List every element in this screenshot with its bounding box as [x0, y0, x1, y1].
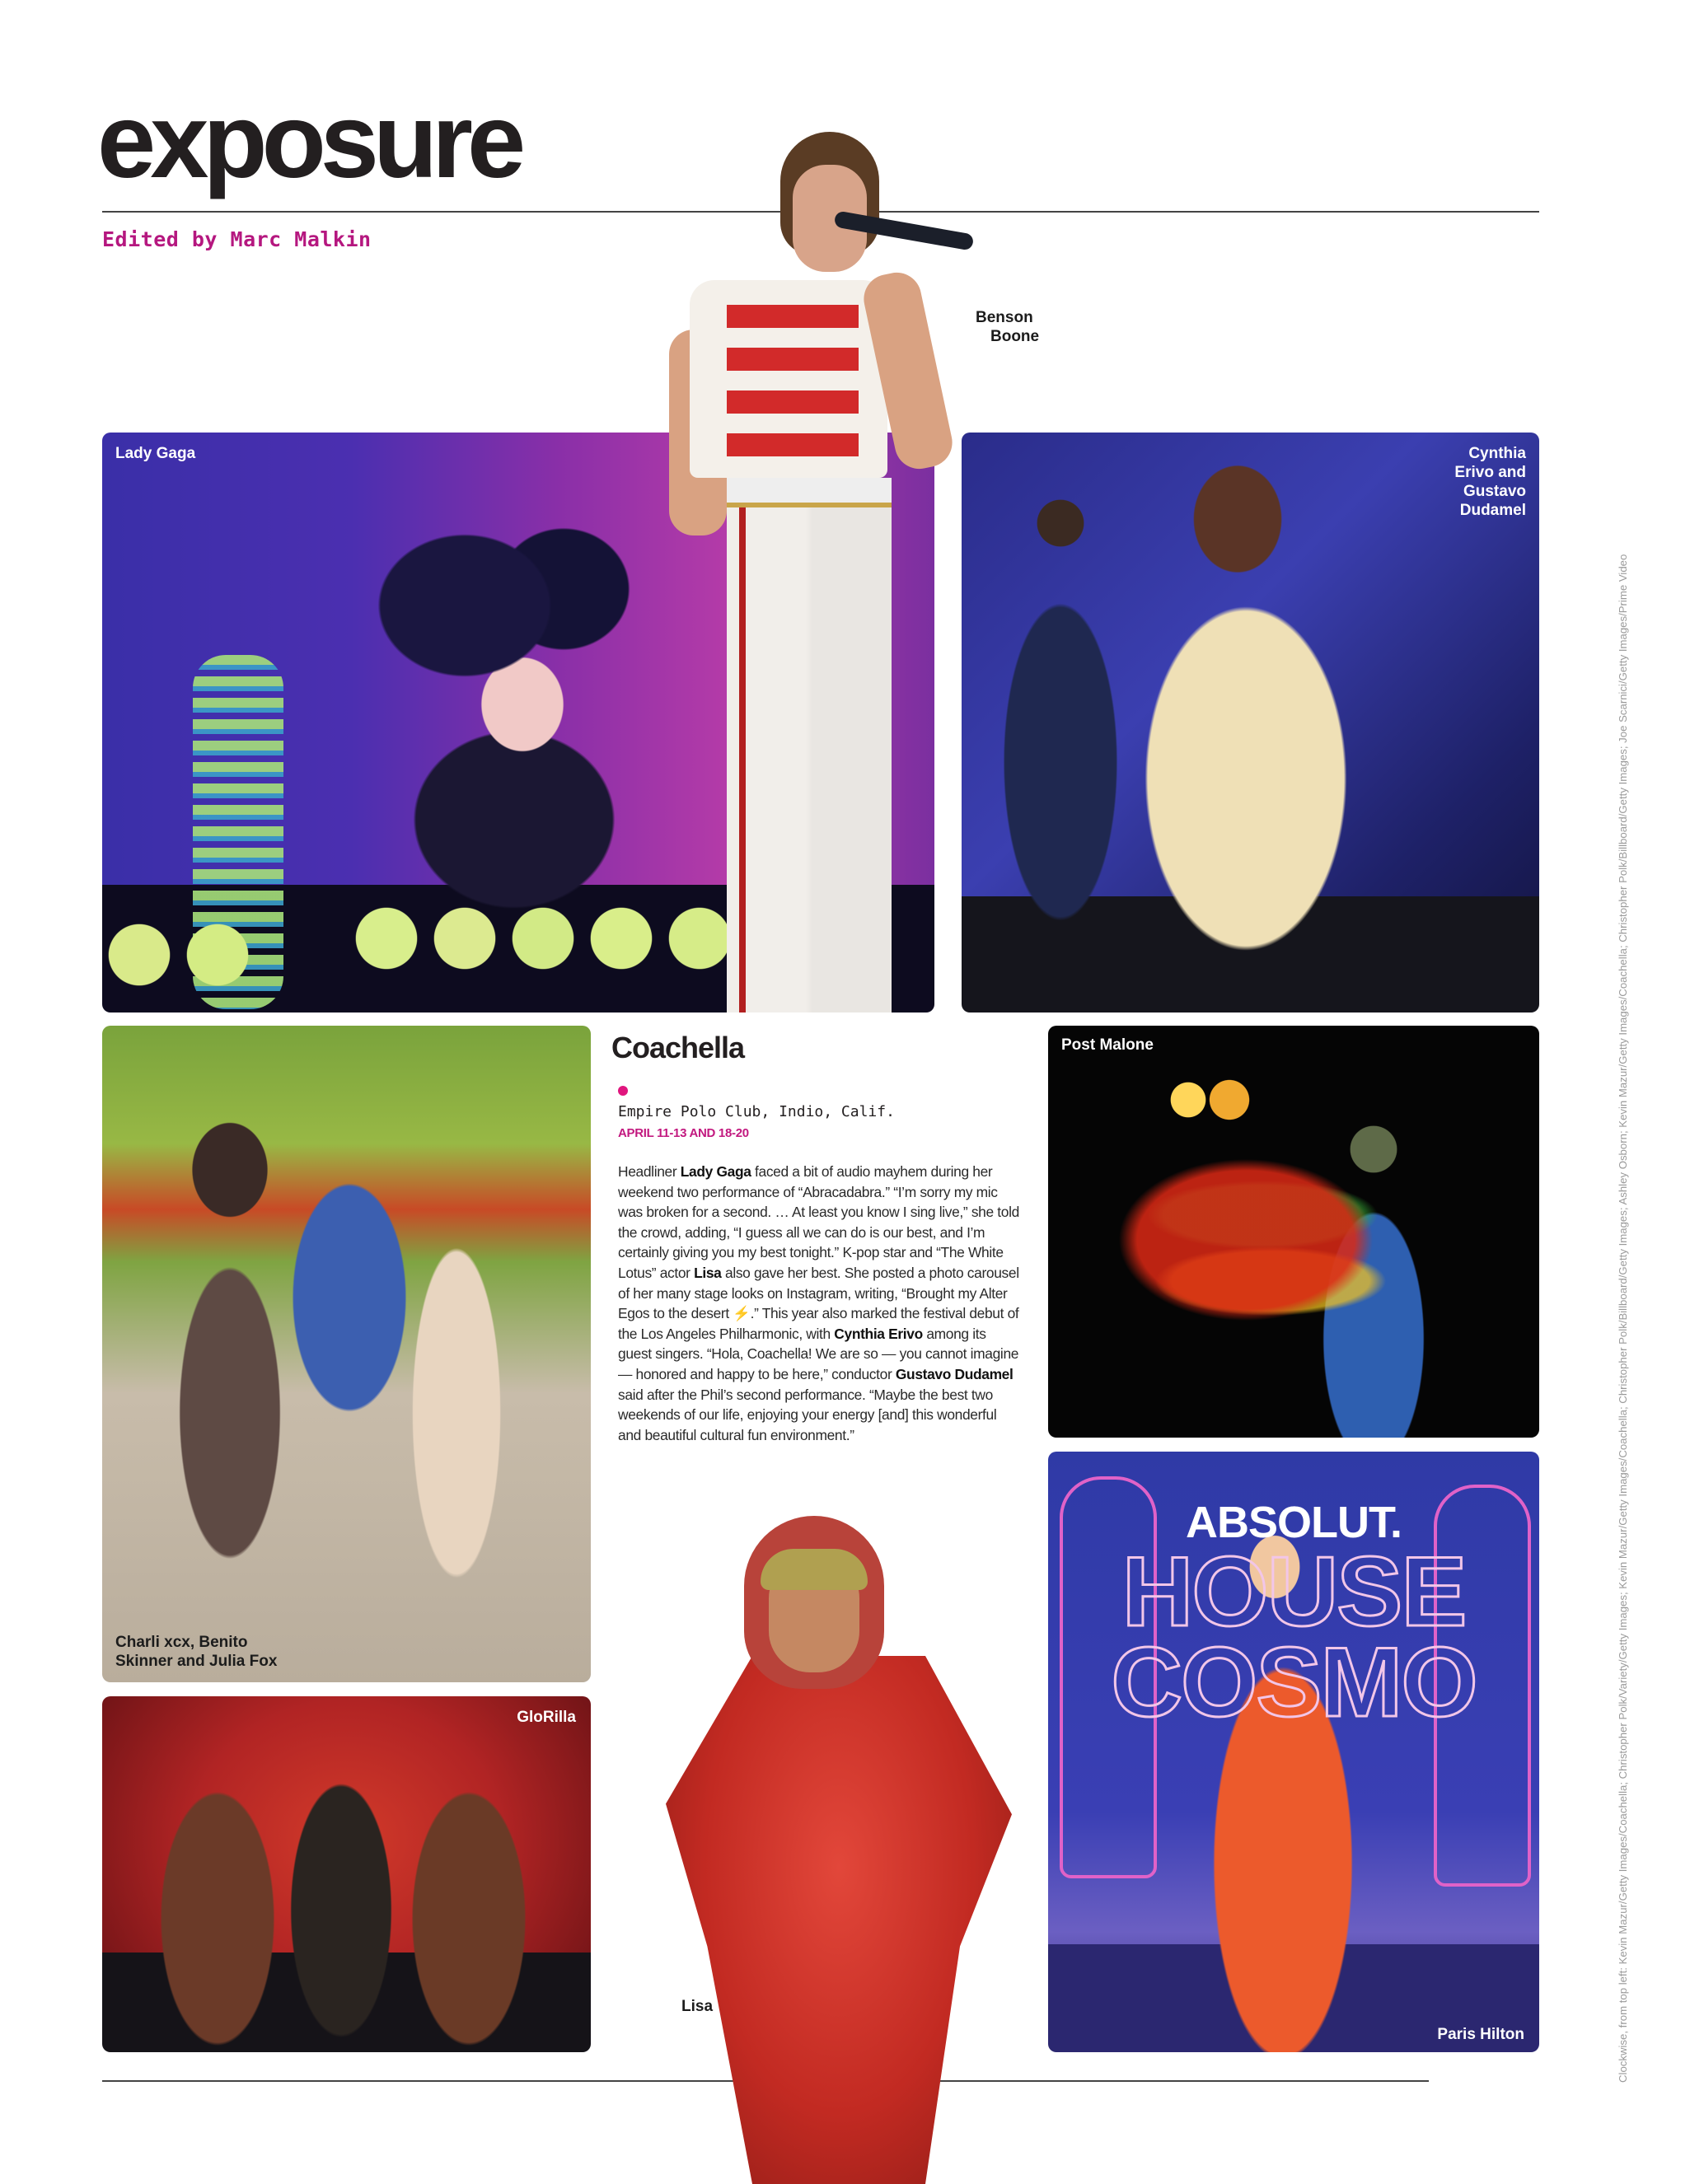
caption-line: Gustavo	[1463, 483, 1526, 500]
caption-post-malone: Post Malone	[1061, 1036, 1154, 1054]
caption-paris-hilton: Paris Hilton	[1437, 2026, 1524, 2043]
figure-vest-stripes	[727, 305, 859, 461]
figure-hair	[761, 1549, 868, 1590]
caption-benson-boone	[976, 308, 1039, 346]
caption-lady-gaga: Lady Gaga	[115, 445, 196, 462]
editor-credit: Edited by Marc Malkin	[102, 227, 372, 251]
caption-line: Cynthia	[1468, 445, 1526, 462]
figure-pants	[727, 478, 892, 1012]
article-venue: Empire Polo Club, Indio, Calif.	[618, 1103, 895, 1120]
bold-name: Lisa	[694, 1264, 722, 1281]
caption-lisa: Lisa	[681, 1998, 714, 2015]
bold-name: Gustavo Dudamel	[895, 1365, 1014, 1382]
figure-costume	[666, 1656, 1012, 2184]
body-run: faced a bit of audio mayhem during her weekend two performance of “Abracadabra.” “I’m sorry my mic was broken for a second. … At least you know I sing live,” she told the crowd, adding, “I guess all we can do is our best, and I’m certainly giving you my best tonight.” K-pop star and “The White Lotus” actor	[618, 1163, 1019, 1281]
article-dates: APRIL 11-13 AND 18-20	[618, 1126, 749, 1140]
figure-belt	[727, 478, 892, 507]
photo-paris-hilton	[1048, 1452, 1539, 2052]
article-title: Coachella	[611, 1031, 745, 1064]
caption-line: Skinner and Julia Fox	[115, 1653, 278, 1670]
figure-leg-stripe	[739, 503, 746, 1012]
photo-post-malone	[1048, 1026, 1539, 1438]
article-body	[618, 1162, 1022, 1445]
caption-line: Charli xcx, Benito	[115, 1634, 248, 1651]
body-run: said after the Phil’s second performance. “Maybe the best two weekends of our life, enjoying your energy [and] this wonderful and beautiful cultural fun environment.”	[618, 1386, 997, 1443]
body-run: among its guest singers. “Hola, Coachella! We are so — you cannot imagine — honored and happy to be here,” conductor	[618, 1325, 1019, 1382]
bold-name: Lady Gaga	[680, 1163, 751, 1180]
sign-line-2: COSMO	[1111, 1627, 1477, 1737]
caption-line: Erivo and	[1454, 464, 1526, 481]
sign-line-1: HOUSE	[1121, 1536, 1466, 1647]
bullet-dot-icon	[618, 1086, 628, 1096]
photo-credit: Clockwise, from top left: Kevin Mazur/Getty Images/Coachella; Christopher Polk/Variety/Getty Images; Kevin Mazur/Getty Images/Coachella; Christopher Polk/Billboard/Getty Images; Ashley Osborn; Kevin Mazur/Getty Images/Coachella; Christopher Polk/Billboard/Getty Images; Joe Scarnici/Getty Images/Prime Video	[1617, 554, 1629, 2083]
sign-brand: ABSOLUT.	[1186, 1498, 1402, 1547]
photo-erivo-dudamel	[962, 433, 1539, 1012]
caption-erivo-dudamel	[1454, 444, 1526, 520]
body-run: also gave her best. She posted a photo carousel of her many stage looks on Instagram, writing, “Brought my Alter Egos to the desert ⚡.” This year also marked the festival debut of the Los Angeles Philharmonic, with	[618, 1264, 1019, 1342]
body-run: Headliner	[618, 1163, 681, 1180]
bold-name: Cynthia Erivo	[834, 1325, 923, 1342]
caption-charli-benito-julia	[115, 1633, 277, 1671]
caption-line: Boone	[990, 328, 1040, 345]
photo-lisa-cutout	[600, 1499, 1078, 2184]
caption-line: Dudamel	[1459, 502, 1526, 519]
photo-benson-boone-cutout	[669, 132, 982, 1012]
photo-charli-benito-julia	[102, 1026, 591, 1682]
caption-glorilla: GloRilla	[517, 1709, 576, 1726]
caption-line: Benson	[976, 309, 1033, 326]
section-title: exposure	[97, 82, 521, 200]
photo-glorilla	[102, 1696, 591, 2052]
